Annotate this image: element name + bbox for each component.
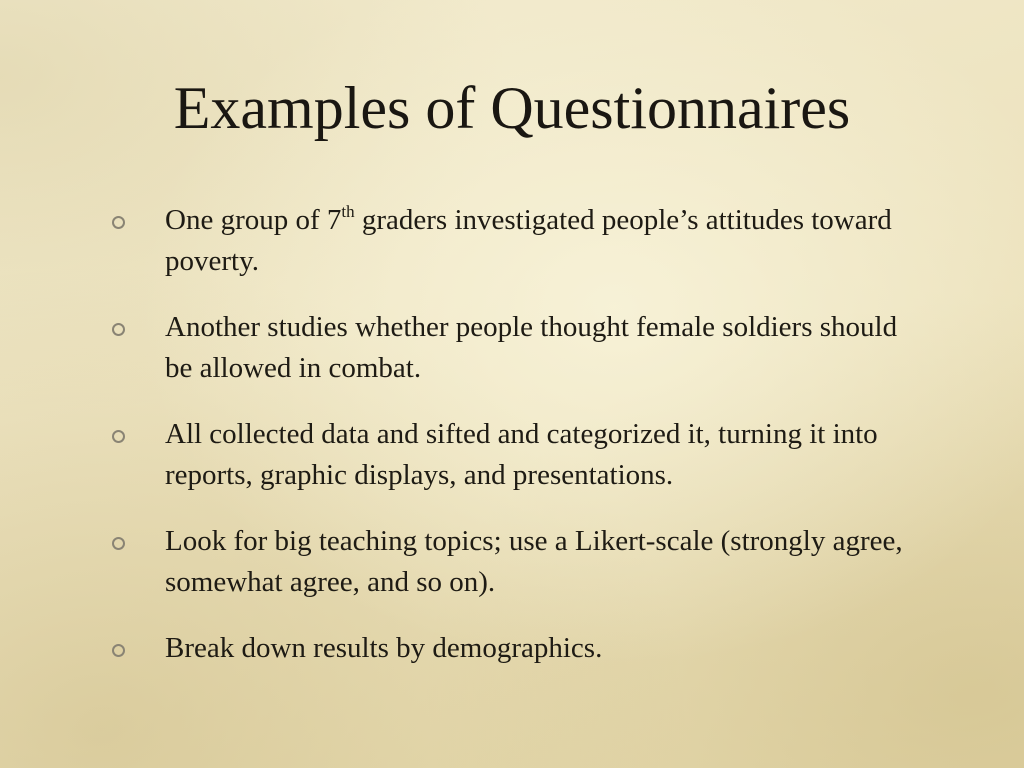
- bullet-list: [112, 200, 912, 694]
- bullet-item-4: [112, 521, 912, 603]
- bullet-item-3: [112, 414, 912, 496]
- bullet-text-1-superscript: th: [341, 202, 355, 221]
- hollow-circle-bullet-icon: [112, 644, 125, 657]
- hollow-circle-bullet-icon: [112, 323, 125, 336]
- hollow-circle-bullet-icon: [112, 537, 125, 550]
- bullet-text-2: Another studies whether people thought female soldiers should be allowed in combat.: [165, 311, 898, 384]
- bullet-item-5: [112, 628, 912, 669]
- bullet-text-4: Look for big teaching topics; use a Likert-scale (strongly agree, somewhat agree, and so on).: [165, 525, 903, 598]
- slide-title: Examples of Questionnaires: [173, 75, 851, 141]
- bullet-text-1-after: graders investigated people’s attitudes toward poverty.: [165, 204, 892, 277]
- bullet-text-5: Break down results by demographics.: [165, 632, 603, 664]
- bullet-text-3: All collected data and sifted and categorized it, turning it into reports, graphic displays, and presentations.: [165, 418, 878, 491]
- hollow-circle-bullet-icon: [112, 430, 125, 443]
- bullet-item-1: [112, 200, 912, 282]
- bullet-item-2: [112, 307, 912, 389]
- hollow-circle-bullet-icon: [112, 216, 125, 229]
- bullet-text-1-before: One group of 7: [165, 204, 342, 236]
